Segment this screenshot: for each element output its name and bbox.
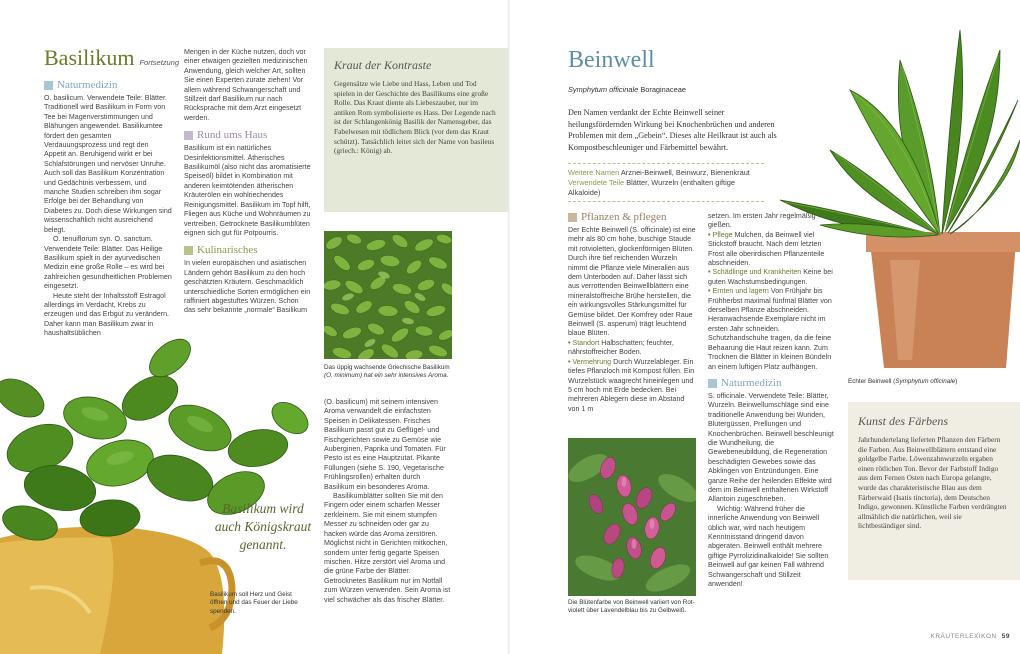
page-title-beinwell: Beinwell (568, 47, 655, 73)
comfrey-flower-photo (568, 438, 696, 596)
left-column-3 (324, 398, 452, 605)
section-head-naturmedizin: Naturmedizin (44, 79, 172, 92)
paragraph: S. officinale. Verwendete Teile: Blätter, Wurzeln. Beinwellumschläge sind eine traditionelle Anwendung bei Wunden, Blutergüssen, Prellungen und Knochenbrüchen. Beinwell beschleunigt die Wundheilung, die Gewebeneubildung, die Regeneration beschädigten Gewebes sowie das Abklingen von Entzündungen. Eine ganze Reihe der heilenden Effekte wird dem im Beinwell enthaltenen Wirkstoff Allantoin zugeschrieben. (708, 391, 834, 504)
paragraph: O. tenuiflorum syn. O. sanctum. Verwendete Teile: Blätter. Das Heilige Basilikum spielt in der ayurvedischen Medizin eine große Rolle – es wird bei zahlreichen gesundheitlichen Problemen eingesetzt. (44, 235, 172, 291)
section-square-icon (44, 81, 53, 90)
section-square-icon (184, 131, 193, 140)
paragraph: Wichtig: Während früher die innerliche Anwendung von Beinwell üblich war, wird nach heutigem Kenntnisstand dringend davon abgeraten. Beinwell enthält mehrere giftige Pyrrolizidinalkaloide! Sie sollten Beinwell auf gar keinen Fall während Schwangerschaft und Stillzeit anwenden! (708, 504, 829, 589)
bullet-icon: • (568, 357, 571, 366)
page-number: 59 (1001, 633, 1010, 640)
left-column-2 (184, 48, 312, 316)
greek-basil-photo (324, 231, 452, 359)
basil-pot-caption: Basilikum soll Herz und Geist öffnen und das Feuer der Liebe spenden. (210, 591, 298, 615)
paragraph: Mengen in der Küche nutzen, doch vor einer etwaigen gezielten medizinischen Anwendung, gleich welcher Art, sollten Sie einen Experten zurate ziehen! Vor allem während Schwangerschaft und Stillzeit darf Basilikum nur nach Rücksprache mit dem Arzt eingesetzt werden. (184, 48, 308, 122)
paragraph: Heute steht der Inhaltsstoff Estragol allerdings im Verdacht, Krebs zu erzeugen und das Erbgut zu verändern. Daher kann man Basilikum zwar in haushaltsüblichen (44, 291, 170, 338)
bullet-icon: • (708, 230, 711, 239)
paragraph: Der Echte Beinwell (S. officinale) ist eine mehr als 80 cm hohe, buschige Staude mit rotvioletten, glockenförmigen Blüten. Durch ihre tief reichenden Wurzeln nimmt die Pflanze viele Mineralien aus dem Unterboden auf. Daher lässt sich aus verrottenden Beinwellblättern eine mineralstoffreiche Brühe herstellen, die ein wirkungsvolles Stärkungsmittel für Gemüse bildet. Der Komfrey oder Raue Beinwell (S. asperum) trägt leuchtend blaue Blüten. (568, 226, 696, 338)
comfrey-flower-illustration (568, 438, 696, 596)
page-title-basilikum: Basilikum Fortsetzung (44, 45, 180, 70)
section-head-pflanzen-pflegen: Pflanzen & pflegen (568, 211, 696, 224)
paragraph: In vielen europäischen und asiatischen Ländern gehört Basilikum zu den hoch geschätzten Kräutern. Geschmacklich unterschiedliche Sorten ermöglichen ein raffiniert abgestuftes Würzen. Schon das sehr bekannte „normale“ Basilikum (184, 259, 311, 315)
page-footer (931, 633, 1010, 640)
comfrey-flower-caption: Die Blütenfarbe von Beinwell variiert von Rot- violett über Lavendelblau bis zu Gelbweiß. (568, 599, 695, 615)
right-column-1 (568, 208, 696, 414)
sidebar-box-kraut-der-kontraste (324, 48, 510, 212)
potted-comfrey-illustration (760, 20, 1020, 372)
right-page (510, 0, 1020, 654)
box-body: Gegensätze wie Liebe und Hass, Leben und Tod spielen in der Geschichte des Basilikums eine große Rolle. Das Kraut diente als Liebeszauber, nur im antiken Rom symbolisierte es Hass. Der Legende nach ist der Schlangenkönig Basilik der Namensgeber, das Fabelwesen mit tödlichem Blick (vor dem das Kraut schützt). Tatsächlich leitet sich der Name von basileus (griech.: König) ab. (334, 79, 496, 156)
bullet-icon: • (708, 287, 711, 296)
section-head-naturmedizin-beinwell: Naturmedizin (708, 377, 836, 390)
title-suffix: Fortsetzung (139, 58, 180, 67)
potted-comfrey-caption: Echter Beinwell (Symphytum officinale) (848, 378, 958, 385)
used-parts-row: Verwendete Teile Blätter, Wurzeln (enthalten giftige Alkaloide) (568, 178, 735, 197)
latin-name-line: Symphytum officinale Boraginaceae (568, 85, 686, 94)
bullet-icon: • (568, 338, 571, 347)
paragraph: Basilikumblätter sollten Sie mit den Fingern oder einem scharfen Messer zerkleinern. Sie mit einem stumpfen Messer zu schneiden oder gar zu hacken würde das Aroma zerstören. Möglichst nicht in Gerichten mitkochen, sondern unter fertig gegarte Speisen mischen. Hitze zerstört viel Aroma und die grüne Farbe der Blätter. Getrocknetes Basilikum nur im Notfall zum Würzen verwenden. Sein Aroma ist viel schwächer als das frischer Blätter. (324, 492, 451, 604)
section-square-icon (708, 379, 717, 388)
paragraph: setzen. Im ersten Jahr regelmäßig gießen. (708, 212, 816, 230)
other-names-row: Weitere Namen Arznei-Beinwell, Beinwurz, Bienenkraut (568, 168, 750, 177)
paragraph: Basilikum ist ein natürliches Desinfektionsmittel. Ätherisches Basilikumöl (also nicht das aromatisierte Speiseöl) bildet in Kombination mit anderen keimtötenden ätherischen Kräuterölen ein wohlriechendes Reinigungsmittel. Basilikum im Topf hilft, Fliegen aus Küche und Wohnräumen zu vertreiben. Getrocknete Basilikumblüten eignen sich gut für Potpourris. (184, 144, 311, 237)
vermehrung-item: • Vermehrung Durch Wurzelableger. Ein tiefes Pflanzloch mit Kompost füllen. Ein Wurzelstück waagrecht hineinlegen und 5 cm hoch mit Erde bedecken. Bei mehreren Ablegern diese im Abstand von 1 m (568, 357, 695, 413)
divider (568, 163, 764, 164)
divider (568, 201, 764, 202)
schaedlinge-item: • Schädlinge und Krankheiten Keine bei guten Wachstumsbedingungen. (708, 268, 833, 286)
box-body: Jahrhundertelang lieferten Pflanzen den Färbern die Farben. Aus Beinwellblättern entstand eine goldgelbe Farbe. Löwenzahnwurzeln ergaben einen rötlichen Ton. Bevor der Farbstoff Indigo aus dem Fernen Osten nach Europa gelangte, wurde das charakteristische Blau aus dem Färberwaid (Isatis tinctoria), dem Deutschen Indigo, gewonnen. Künstliche Farben verdrängten allmählich die natürlichen, weil sie lichtbeständiger sind. (858, 435, 1007, 531)
section-square-icon (184, 246, 193, 255)
greek-basil-caption: Das üppig wachsende Griechische Basilikum (O. minimum) hat ein sehr intensives Aroma. (324, 364, 450, 380)
lead-paragraph: Den Namen verdankt der Echte Beinwell seiner heilungsfördernden Wirkung bei Knochenbrüchen und anderen Problemen mit dem „Gebein“. Dieses alte Heilkraut ist auch als Kompostbeschleuniger und Färbemittel bewährt. (568, 108, 777, 152)
section-head-rund-ums-haus: Rund ums Haus (184, 129, 312, 142)
footer-label: KRÄUTERLEXIKON (930, 633, 997, 640)
box-title: Kraut der Kontraste (334, 58, 432, 72)
box-title: Kunst des Färbens (858, 414, 948, 428)
section-square-icon (568, 213, 577, 222)
sidebar-box-kunst-des-faerbens (848, 402, 1020, 580)
paragraph: (O. basilicum) mit seinem intensiven Aroma verwandelt die einfachsten Speisen in Delikatessen. Frisches Basilikum passt gut zu Geflügel- und Fischgerichten sowie zu Gemüse wie Auberginen, Paprika und Tomaten. Für Pesto ist es eine Hauptzutat. Pikante Füllungen (siehe S. 190, Vegetarische Frühlingsrollen) erhalten durch Basilikum ein besonderes Aroma. (324, 398, 446, 491)
ernten-item: • Ernten und lagern Von Frühjahr bis Frühherbst maximal fünfmal Blätter von derselben Pflanze abschneiden. Heranwachsende Exemplare nicht im ersten Jahr schneiden. Schutzhandschuhe tragen, da die feine Behaarung die Haut reizen kann. Zum Trocknen die Blätter in kleinen Bündeln an einem luftigen Platz aufhängen. (708, 287, 832, 371)
potted-comfrey-photo (760, 20, 1020, 372)
section-head-kulinarisches: Kulinarisches (184, 244, 312, 257)
paragraph: O. basilicum. Verwendete Teile: Blätter. Traditionell wird Basilikum in Form von Tee bei Magenverstimmungen und Blähungen angewendet. Basilikumtee fördert den gesamten Verdauungsprozess und regt den Appetit an. Beruhigend wirkt er bei Schlafstörungen und nervöser Unruhe. Auch soll das Basilikum Konzentration und Gedächtnis verbessern, und manche Studien schreiben ihm sogar Erfolge bei der Behandlung von Diabetes zu. Doch diese Wirkungen sind wissenschaftlich nicht ausreichend belegt. (44, 94, 172, 234)
pflege-item: • Pflege Mulchen, da Beinwell viel Stickstoff braucht. Nach dem letzten Frost alle oberirdischen Pflanzenteile abschneiden. (708, 230, 825, 268)
left-column-1 (44, 76, 172, 339)
basil-leaves-illustration (324, 231, 452, 359)
quote-koenigskraut: Basilikum wird auch Königskraut genannt. (214, 501, 312, 552)
standort-item: • Standort Halbschatten; feuchter, nährstoffreicher Boden. (568, 338, 674, 357)
plant-facts (568, 163, 764, 206)
bullet-icon: • (708, 268, 711, 277)
